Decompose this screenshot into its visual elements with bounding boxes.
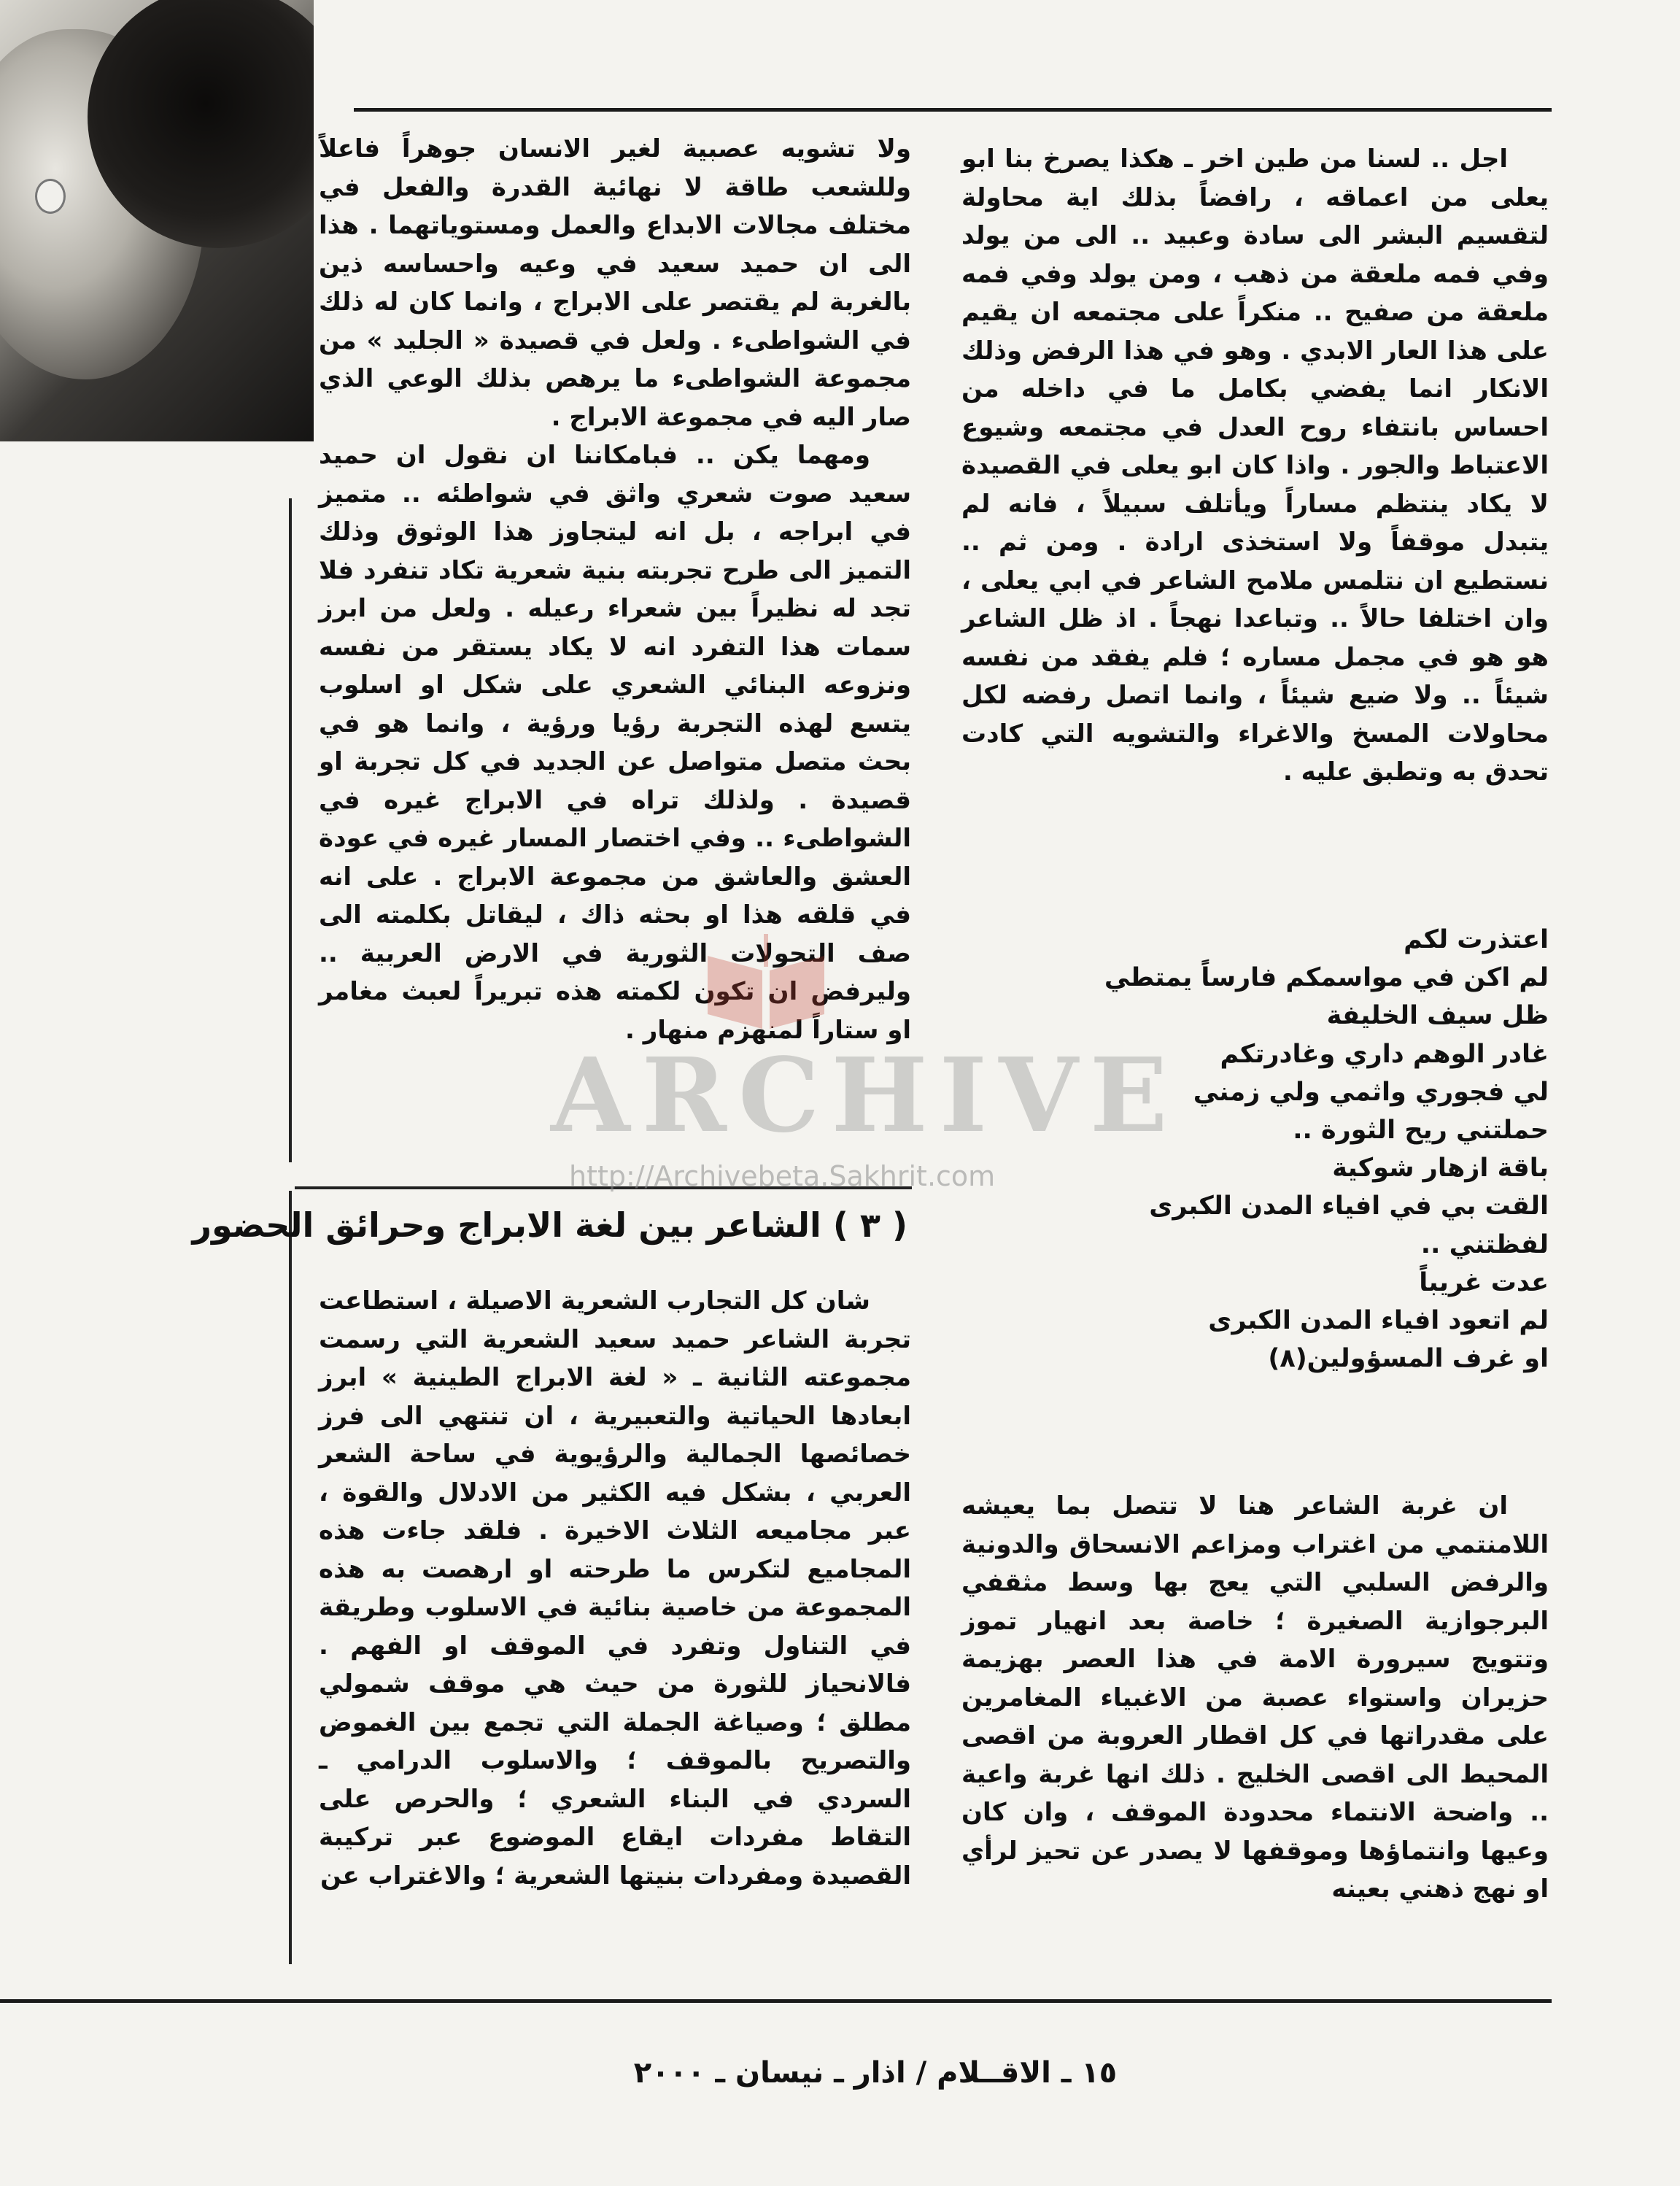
paragraph: اجل .. لسنا من طين اخر ـ هكذا يصرخ بنا ابو يعلى من اعماقه ، رافضاً بذلك اية محاولة لتقسيم البشر الى سادة وعبيد .. الى من يولد وفي فمه ملعقة من ذهب ، ومن يولد وفي فمه ملعقة من صفيح .. منكراً على مجتمعه ان يقيم على هذا العار الابدي . وهو في هذا الرفض وذلك الانكار انما يفضي بكامل ما في داخله من احساس بانتفاء روح العدل في مجتمعه وشيوع الاعتباط والجور . واذا كان ابو يعلى في القصيدة لا يكاد ينتظم مساراً ويأتلف سبيلاً ، فانه لم يتبدل موقفاً ولا استخذى ارادة . ومن ثم .. نستطيع ان نتلمس ملامح الشاعر في ابي يعلى ، وان اختلفا حالاً .. وتباعدا نهجاً . اذ ظل الشاعر هو هو في مجمل مساره ؛ فلم يفقد من نفسه شيئاً .. ولا ضيع شيئاً ، وانما اتصل رفضه لكل محاولات المسخ والاغراء والتشويه التي كادت تحدق به وتطبق عليه . [961,144,1549,787]
paragraph: ومهما يكن .. فبامكاننا ان نقول ان حميد سعيد صوت شعري واثق في شواطئه .. متميز في ابراجه ، بل انه ليتجاوز هذا الوثوق وذلك التميز الى طرح تجربته بنية شعرية تكاد تنفرد فلا تجد له نظيراً بين شعراء رعيله . ولعل من ابرز سمات هذا التفرد انه لا يكاد يستقر من نفسه ونزوعه البنائي الشعري على شكل او اسلوب يتسع لهذه التجربة رؤيا ورؤية ، وانما هو في بحث متصل متواصل عن الجديد في كل تجربة او قصيدة . ولذلك تراه في الابراج غيره في الشواطىء .. وفي اختصار المسار غيره في عودة العشق والعاشق من مجموعة الابراج . على انه في قلقه هذا او بحثه ذاك ، ليقاتل بكلمته الى صف التحولات الثورية في الارض العربية .. وليرفض ان تكون لكمته هذه تبريراً لعبث مغامر او ستاراً لمنهزم منهار . [319,441,911,1045]
section-bar [289,1191,292,1964]
poem-line: حملتني ريح الثورة .. [1293,1116,1549,1146]
section-heading-rule [295,1186,912,1189]
poem-line: عدت غريباً [1419,1267,1549,1297]
right-column-after-poem [961,1487,1549,1909]
bottom-rule [0,1999,1552,2003]
left-column-section [319,1282,911,1895]
right-column-intro [961,140,1549,792]
poem-line: لم اكن في مواسمكم فارساً يمتطي [1104,963,1549,993]
poem-line: القت بي في افياء المدن الكبرى [1149,1192,1549,1221]
poem-line: باقة ازهار شوكية [1332,1154,1549,1183]
author-photo [0,0,314,441]
poem-line: او غرف المسؤولين(٨) [1268,1344,1549,1374]
poem-line: لفظتني .. [1420,1229,1549,1259]
poem-line: اعتذرت لكم [1404,925,1549,954]
quote-bar [289,498,292,1162]
poem-line: ظل سيف الخليفة [1326,1001,1549,1031]
paragraph: ان غربة الشاعر هنا لا تتصل بما يعيشه اللامنتمي من اغتراب ومزاعم الانسحاق والدونية والرفض السلبي التي يعج بها وسط مثقفي البرجوازية الصغيرة ؛ خاصة بعد انهيار تموز وتتويج سيرورة الامة في هذا العصر بهزيمة حزيران واستواء عصبة من الاغبياء المغامرين على مقدراتها في كل اقطار العروبة من اقصى المحيط الى اقصى الخليج . ذلك انها غربة واعية .. واضحة الانتماء محدودة الموقف ، وان كان وعيها وانتماؤها وموقفها لا يصدر عن تحيز لرأي او نهج ذهني بعينه [961,1491,1549,1904]
poem-line: غادر الوهم داري وغادرتكم [1220,1039,1549,1069]
poem [1021,921,1549,1378]
photo-earring-shape [35,179,66,214]
top-rule [354,108,1552,112]
watermark-text: ARCHIVE [551,1036,1180,1156]
poem-line: لم اتعود افياء المدن الكبرى [1208,1306,1549,1336]
watermark-url: http://Archivebeta.Sakhrit.com [569,1160,996,1192]
section-heading: ( ٣ ) الشاعر بين لغة الابراج وحرائق الحضور [192,1205,907,1245]
left-column-top [319,130,911,1049]
poem-line: لي فجوري واثمي ولي زمني [1193,1077,1549,1107]
paragraph: ولا تشويه عصبية لغير الانسان جوهراً فاعلاً وللشعب طاقة لا نهائية القدرة والفعل في مختلف مجالات الابداع والعمل ومستوياتهما . هذا الى ان حميد سعيد في وعيه واحساسه ذين بالغربة لم يقتصر على الابراج ، وانما كان له ذلك في الشواطىء . ولعل في قصيدة « الجليد » من مجموعة الشواطىء ما يرهص بذلك الوعي الذي صار اليه في مجموعة الابراج . [319,134,911,432]
page-footer: ١٥ ـ الاقــلام / اذار ـ نيسان ـ ٢٠٠٠ [633,2056,1118,2090]
paragraph: شان كل التجارب الشعرية الاصيلة ، استطاعت تجربة الشاعر حميد سعيد الشعرية التي رسمت مجموعته الثانية ـ « لغة الابراج الطينية » ابرز ابعادها الحياتية والتعبيرية ، ان تنتهي الى فرز خصائصها الجمالية والرؤيوية في ساحة الشعر العربي ، بشكل فيه الكثير من الادلال والقوة ، عبر مجاميعه الثلاث الاخيرة . فلقد جاءت هذه المجاميع لتكرس ما طرحته او ارهصت به هذه المجموعة من خاصية بنائية في الاسلوب وطريقة في التناول وتفرد في الموقف او الفهم . فالانحياز للثورة من حيث هي موقف شمولي مطلق ؛ وصياغة الجملة التي تجمع بين الغموض والتصريح بالموقف ؛ والاسلوب الدرامي ـ السردي في البناء الشعري ؛ والحرص على التقاط مفردات ايقاع الموضوع عبر تركيبة القصيدة ومفردات بنيتها الشعرية ؛ والاغتراب عن [319,1286,911,1890]
